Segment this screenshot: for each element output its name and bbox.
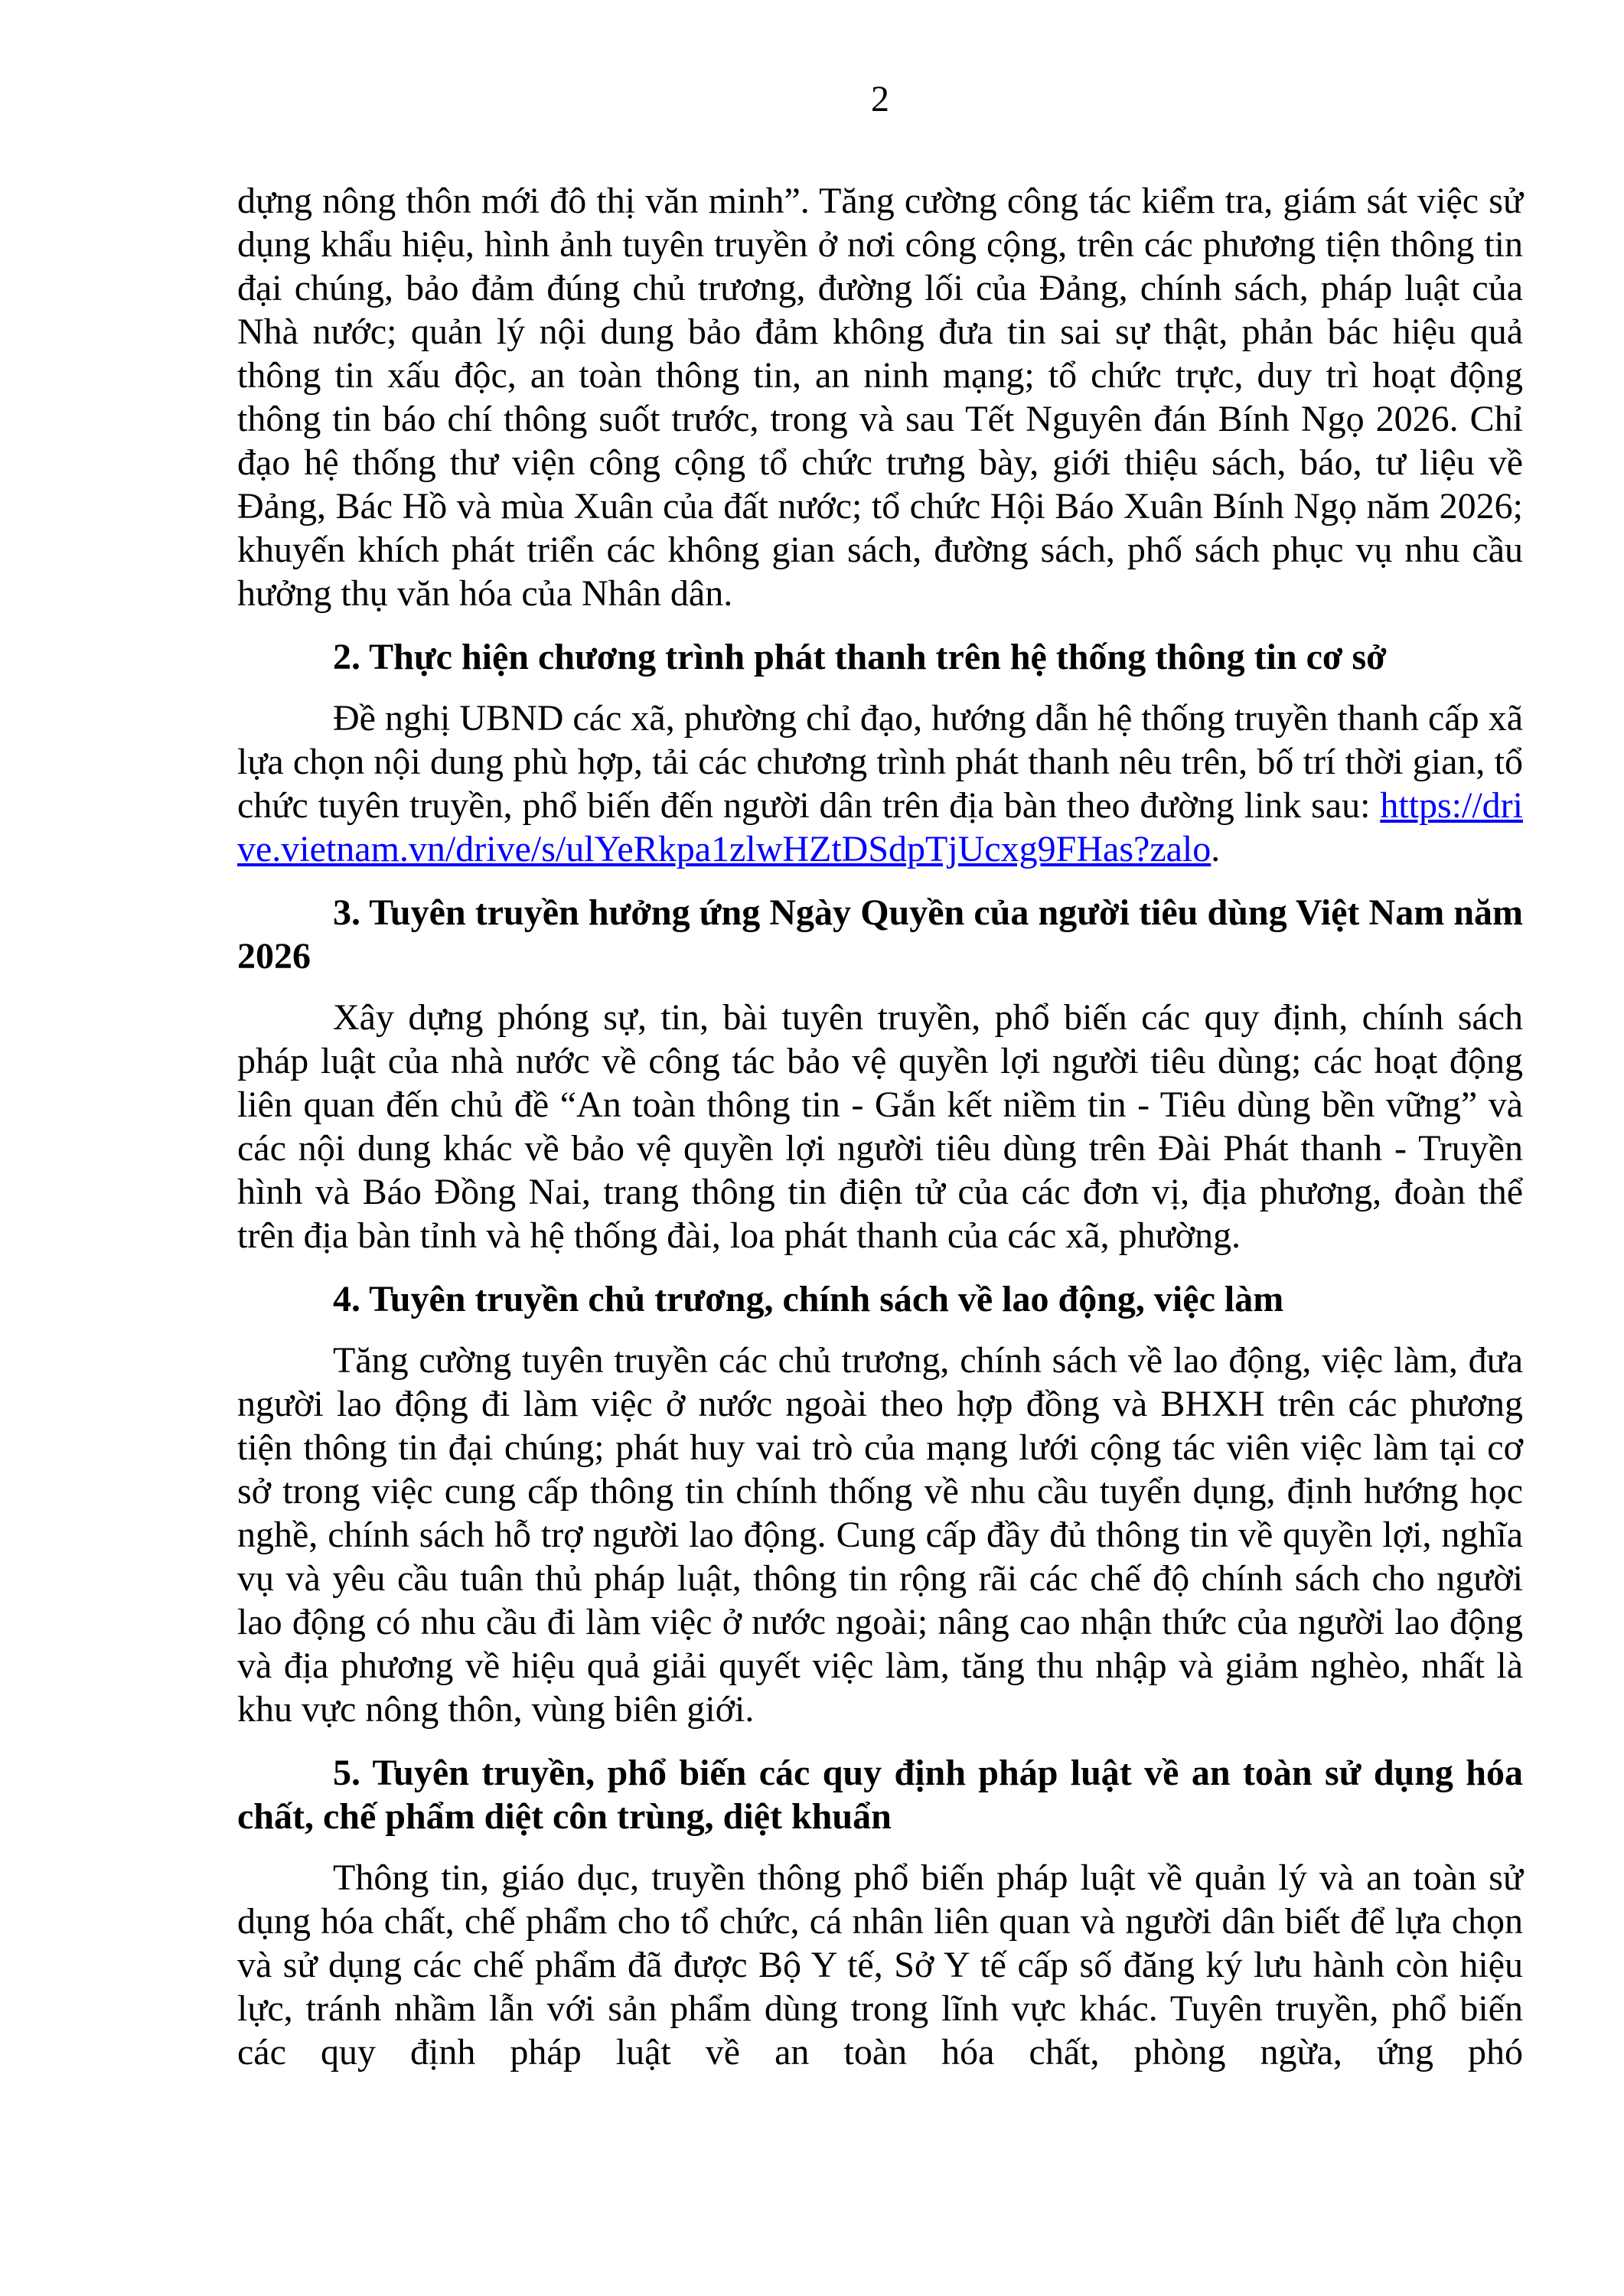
drive-link[interactable]: https://drive.vietnam.vn/drive/s/ulYeRkpa1zlwHZtDSdpTjUcxg9FHas?zalo (237, 785, 1523, 869)
section-3-heading: 3. Tuyên truyền hưởng ứng Ngày Quyền của người tiêu dùng Việt Nam năm 2026 (237, 892, 1523, 977)
page-number: 2 (871, 79, 889, 119)
section-4-heading: 4. Tuyên truyền chủ trương, chính sách về lao động, việc làm (333, 1279, 1284, 1319)
section-3-paragraph: Xây dựng phóng sự, tin, bài tuyên truyền, phổ biến các quy định, chính sách pháp luật của nhà nước về công tác bảo vệ quyền lợi người tiêu dùng; các hoạt động liên quan đến chủ đề “An toàn thông tin - Gắn kết niềm tin - Tiêu dùng bền vững” và các nội dung khác về bảo vệ quyền lợi người tiêu dùng trên Đài Phát thanh - Truyền hình và Báo Đồng Nai, trang thông tin điện tử của các đơn vị, địa phương, đoàn thể trên địa bàn tỉnh và hệ thống đài, loa phát thanh của các xã, phường. (237, 997, 1523, 1256)
section-2-heading: 2. Thực hiện chương trình phát thanh trên hệ thống thông tin cơ sở (333, 637, 1387, 677)
section-5-paragraph: Thông tin, giáo dục, truyền thông phổ biến pháp luật về quản lý và an toàn sử dụng hóa chất, chế phẩm cho tổ chức, cá nhân liên quan và người dân biết để lựa chọn và sử dụng các chế phẩm đã được Bộ Y tế, Sở Y tế cấp số đăng ký lưu hành còn hiệu lực, tránh nhầm lẫn với sản phẩm dùng trong lĩnh vực khác. Tuyên truyền, phổ biến các quy định pháp luật về an toàn hóa chất, phòng ngừa, ứng phó (237, 1857, 1523, 2073)
section-5-heading: 5. Tuyên truyền, phổ biến các quy định pháp luật về an toàn sử dụng hóa chất, chế phẩm diệt côn trùng, diệt khuẩn (237, 1753, 1523, 1837)
section-2-paragraph (237, 696, 1523, 871)
continuation-paragraph: dựng nông thôn mới đô thị văn minh”. Tăng cường công tác kiểm tra, giám sát việc sử dụng khẩu hiệu, hình ảnh tuyên truyền ở nơi công cộng, trên các phương tiện thông tin đại chúng, bảo đảm đúng chủ trương, đường lối của Đảng, chính sách, pháp luật của Nhà nước; quản lý nội dung bảo đảm không đưa tin sai sự thật, phản bác hiệu quả thông tin xấu độc, an toàn thông tin, an ninh mạng; tổ chức trực, duy trì hoạt động thông tin báo chí thông suốt trước, trong và sau Tết Nguyên đán Bính Ngọ 2026. Chỉ đạo hệ thống thư viện công cộng tổ chức trưng bày, giới thiệu sách, báo, tư liệu về Đảng, Bác Hồ và mùa Xuân của đất nước; tổ chức Hội Báo Xuân Bính Ngọ năm 2026; khuyến khích phát triển các không gian sách, đường sách, phố sách phục vụ nhu cầu hưởng thụ văn hóa của Nhân dân. (237, 181, 1523, 614)
section-2-text-before-link: Đề nghị UBND các xã, phường chỉ đạo, hướng dẫn hệ thống truyền thanh cấp xã lựa chọn nội dung phù hợp, tải các chương trình phát thanh nêu trên, bố trí thời gian, tổ chức tuyên truyền, phổ biến đến người dân trên địa bàn theo đường link sau: (237, 698, 1523, 826)
section-4-paragraph: Tăng cường tuyên truyền các chủ trương, chính sách về lao động, việc làm, đưa người lao động đi làm việc ở nước ngoài theo hợp đồng và BHXH trên các phương tiện thông tin đại chúng; phát huy vai trò của mạng lưới cộng tác viên việc làm tại cơ sở trong việc cung cấp thông tin chính thống về nhu cầu tuyển dụng, định hướng học nghề, chính sách hỗ trợ người lao động. Cung cấp đầy đủ thông tin về quyền lợi, nghĩa vụ và yêu cầu tuân thủ pháp luật, thông tin rộng rãi các chế độ chính sách cho người lao động có nhu cầu đi làm việc ở nước ngoài; nâng cao nhận thức của người lao động và địa phương về hiệu quả giải quyết việc làm, tăng thu nhập và giảm nghèo, nhất là khu vực nông thôn, vùng biên giới. (237, 1340, 1523, 1730)
section-2-text-after-link: . (1211, 829, 1221, 869)
